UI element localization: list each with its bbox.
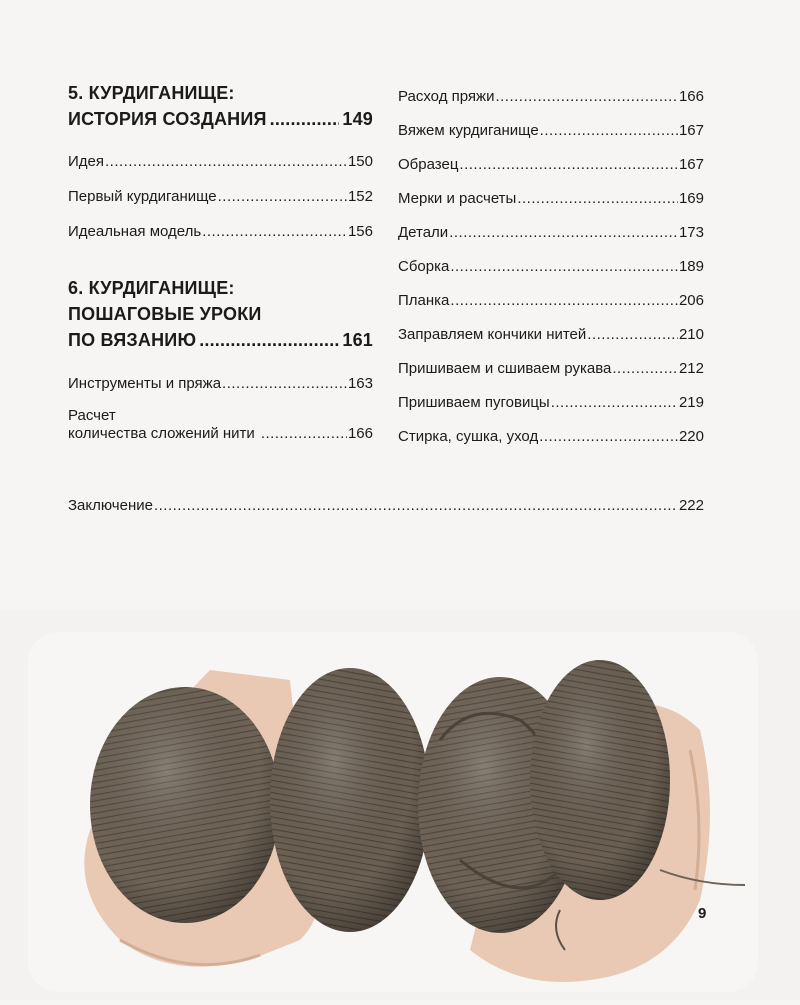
toc-entry[interactable] (398, 292, 704, 310)
yarn-ball-1 (90, 687, 280, 923)
entry-label: Стирка, сушка, уход (398, 428, 539, 445)
leader-dots (105, 153, 347, 171)
section-title-line2: ПОШАГОВЫЕ УРОКИ (68, 304, 262, 324)
toc-conclusion[interactable] (68, 497, 704, 515)
entry-label: Вяжем курдиганище (398, 122, 539, 139)
leader-dots (199, 327, 339, 353)
yarn-ball-4 (530, 660, 670, 900)
leader-dots (202, 223, 347, 241)
section-page: 161 (342, 330, 373, 350)
entry-label: Идеальная модель (68, 223, 202, 240)
entry-label: Заключение (68, 497, 153, 514)
leader-dots (540, 122, 678, 140)
entry-label: Пришиваем пуговицы (398, 394, 550, 411)
entry-label: Детали (398, 224, 449, 241)
entry-page: 206 (678, 292, 704, 309)
entry-page: 166 (678, 88, 704, 105)
section-page: 149 (342, 109, 373, 129)
entry-page: 212 (678, 360, 704, 377)
leader-dots (612, 360, 678, 378)
entry-label: Инструменты и пряжа (68, 375, 222, 392)
entry-label: Заправляем кончики нитей (398, 326, 587, 343)
page-number: 9 (698, 905, 707, 922)
toc-entry[interactable] (398, 258, 704, 276)
entry-label-line2: количества сложений нити (68, 425, 255, 442)
toc-entry[interactable] (398, 360, 704, 378)
toc-entry[interactable] (398, 190, 704, 208)
section-title-line3: ПО ВЯЗАНИЮ (68, 330, 197, 350)
leader-dots (450, 258, 678, 276)
entry-page: 150 (347, 153, 373, 170)
entry-page: 169 (678, 190, 704, 207)
entry-page: 167 (678, 122, 704, 139)
entry-label: Планка (398, 292, 450, 309)
toc-entry[interactable] (398, 88, 704, 106)
entry-page: 173 (678, 224, 704, 241)
entry-label: Первый курдиганище (68, 188, 217, 205)
leader-dots (459, 156, 678, 174)
entry-page: 163 (347, 375, 373, 392)
leader-dots (449, 224, 678, 242)
entry-page: 189 (678, 258, 704, 275)
entry-page: 210 (678, 326, 704, 343)
leader-dots (222, 375, 347, 393)
entry-label: Расчет (68, 407, 116, 424)
entry-page: 219 (678, 394, 704, 411)
entry-label: Расход пряжи (398, 88, 495, 105)
entry-page: 220 (678, 428, 704, 445)
section-title: 5. КУРДИГАНИЩЕ: (68, 83, 235, 103)
entry-label: Образец (398, 156, 459, 173)
toc-left-column (68, 80, 373, 443)
entry-label: Идея (68, 153, 104, 170)
entry-page: 166 (347, 425, 373, 442)
toc-right-column (398, 88, 704, 462)
toc-entry[interactable] (398, 428, 704, 446)
leader-dots (539, 428, 678, 446)
leader-dots (587, 326, 678, 344)
toc-entry[interactable] (398, 394, 704, 412)
leader-dots (517, 190, 678, 208)
yarn-photo (0, 610, 800, 1000)
leader-dots (270, 106, 340, 132)
leader-dots (551, 394, 678, 412)
toc-section-5[interactable] (68, 80, 373, 132)
toc-entry[interactable] (68, 407, 373, 443)
toc-entry[interactable] (68, 375, 373, 393)
toc-entry[interactable] (68, 188, 373, 206)
yarn-illustration (0, 610, 800, 1000)
entry-page: 222 (678, 497, 704, 514)
toc-entry[interactable] (398, 122, 704, 140)
toc-entry[interactable] (398, 156, 704, 174)
entry-label: Мерки и расчеты (398, 190, 517, 207)
toc-section-6[interactable] (68, 275, 373, 353)
leader-dots (261, 425, 347, 443)
leader-dots (154, 497, 678, 515)
yarn-ball-2 (270, 668, 430, 932)
leader-dots (495, 88, 678, 106)
entry-page: 152 (347, 188, 373, 205)
toc-entry[interactable] (398, 326, 704, 344)
entry-label: Пришиваем и сшиваем рукава (398, 360, 612, 377)
entry-page: 156 (347, 223, 373, 240)
toc-entry[interactable] (68, 223, 373, 241)
section-title: 6. КУРДИГАНИЩЕ: (68, 278, 235, 298)
leader-dots (218, 188, 347, 206)
leader-dots (450, 292, 678, 310)
entry-page: 167 (678, 156, 704, 173)
entry-label: Сборка (398, 258, 450, 275)
toc-entry[interactable] (398, 224, 704, 242)
section-title-line2: ИСТОРИЯ СОЗДАНИЯ (68, 109, 267, 129)
toc-entry[interactable] (68, 153, 373, 171)
